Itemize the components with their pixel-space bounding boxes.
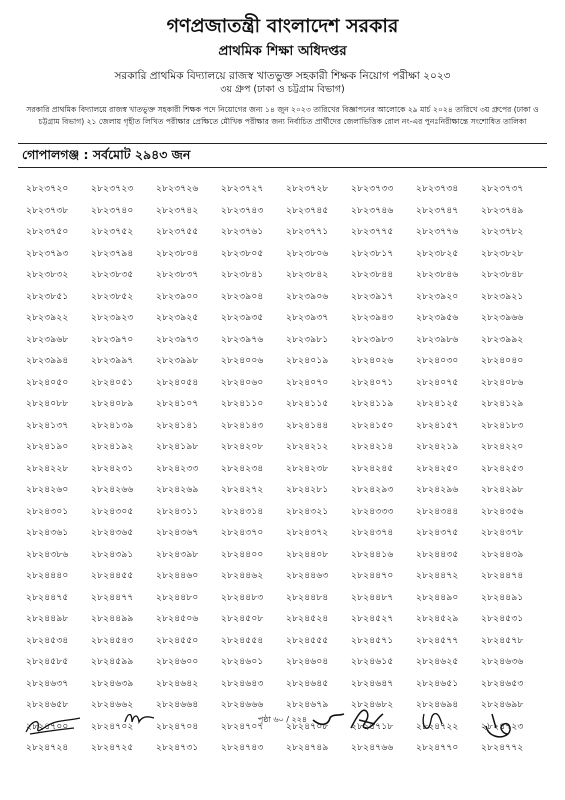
roll-number: ২৮২৩৭৪৩ bbox=[221, 204, 264, 216]
roll-number: ২৮২৪১২৯ bbox=[481, 398, 524, 409]
roll-number: ২৮২৪২১৯ bbox=[416, 441, 459, 452]
roll-number: ২৮২৪৭১৮ bbox=[351, 720, 394, 732]
roll-number: ২৮২৪৪৪০ bbox=[26, 570, 69, 581]
roll-number: ২৮২৪৬০১ bbox=[221, 656, 264, 667]
roll-number: ২৮২৩৭৪৫ bbox=[286, 204, 329, 216]
roll-number: ২৮২৩৭৪৬ bbox=[351, 204, 394, 216]
roll-number: ২৮২৪১৯২ bbox=[91, 441, 134, 452]
roll-number: ২৮২৩৮১৭ bbox=[351, 247, 394, 259]
roll-number: ২৮২৪১৩৭ bbox=[26, 419, 69, 431]
roll-number: ২৮২৪৪৩৫ bbox=[416, 548, 459, 560]
roll-number: ২৮২৪৫৪৩ bbox=[91, 634, 134, 646]
roll-number: ২৮২৩৭৭৫ bbox=[351, 226, 394, 237]
roll-number: ২৮২৩৯২৫ bbox=[156, 312, 199, 323]
roll-number: ২৮২৩৭৪০ bbox=[91, 204, 134, 216]
roll-number: ২৮২৩৭২০ bbox=[26, 183, 69, 194]
roll-number: ২৮২৪১১৫ bbox=[286, 398, 329, 409]
roll-number: ২৮২৪৪৯০ bbox=[416, 591, 459, 603]
roll-number: ২৮২৪১০৭ bbox=[156, 398, 199, 409]
roll-number: ২৮২৪০৫৪ bbox=[156, 376, 199, 388]
roll-number: ২৮২৪৫৩৪ bbox=[26, 634, 69, 646]
roll-number: ২৮২৪৭২২ bbox=[416, 720, 459, 732]
roll-number: ২৮২৪০৬০ bbox=[221, 376, 264, 388]
roll-number: ২৮২৪১৪১ bbox=[156, 419, 199, 431]
district-heading-bar bbox=[18, 143, 547, 168]
roll-number: ২৮২৩৯৬৬ bbox=[481, 312, 524, 323]
signature-5 bbox=[418, 708, 446, 734]
roll-number: ২৮২৪০৫১ bbox=[91, 376, 134, 388]
signature-6 bbox=[480, 706, 516, 742]
roll-number: ২৮২৪২৯৬ bbox=[416, 484, 459, 495]
roll-number: ২৮২৪৭৭২ bbox=[481, 742, 524, 753]
roll-number: ২৮২৪৩১৪ bbox=[221, 505, 264, 517]
roll-number: ২৮২৩৮৪১ bbox=[221, 269, 264, 280]
roll-number: ২৮২৩৮২৮ bbox=[481, 247, 524, 259]
roll-number: ২৮২৪২১৪ bbox=[351, 441, 394, 452]
roll-number: ২৮২৩৯৭৬ bbox=[221, 333, 264, 345]
roll-number: ২৮২৪১৫০ bbox=[351, 419, 394, 431]
roll-number: ২৮২৪০৮৬ bbox=[481, 376, 524, 388]
roll-number: ২৮২৩৮৪৬ bbox=[416, 269, 459, 280]
roll-number: ২৮২৪৫৭৮ bbox=[481, 634, 524, 646]
roll-number: ২৮২৪৪৭৫ bbox=[26, 591, 69, 603]
roll-number: ২৮২৪৪৬০ bbox=[156, 570, 199, 581]
roll-number: ২৮২৪৬৫৩ bbox=[481, 677, 524, 689]
roll-number: ২৮২৪৫৫৪ bbox=[221, 634, 264, 646]
roll-number: ২৮২৪৩৩৩ bbox=[351, 505, 394, 517]
roll-number: ২৮২৪০০৬ bbox=[221, 355, 264, 366]
roll-number: ২৮২৩৯১৭ bbox=[351, 290, 394, 302]
roll-number: ২৮২৩৯৯৪ bbox=[26, 355, 69, 366]
roll-number: ২৮২৪৫২৭ bbox=[351, 613, 394, 624]
roll-number: ২৮২৪৬৪৩ bbox=[221, 677, 264, 689]
roll-number: ২৮২৪৬৫৮ bbox=[26, 699, 69, 710]
roll-number: ২৮২৪৩০৫ bbox=[91, 505, 134, 517]
roll-number: ২৮২৩৭৭৬ bbox=[416, 226, 459, 237]
roll-number: ২৮২৪২৫০ bbox=[416, 462, 459, 474]
roll-number: ২৮২৪৭০২ bbox=[91, 720, 134, 732]
roll-number: ২৮২৩৯২০ bbox=[416, 290, 459, 302]
roll-number: ২৮২৩৭৭১ bbox=[286, 226, 329, 237]
roll-number: ২৮২৪২৬০ bbox=[26, 484, 69, 495]
roll-number: ২৮২৪৭২৪ bbox=[26, 742, 69, 753]
roll-number: ২৮২৪৬৪৭ bbox=[351, 677, 394, 689]
roll-number: ২৮২৪৫৫৫ bbox=[286, 634, 329, 646]
roll-number: ২৮২৪২২৮ bbox=[26, 462, 69, 474]
roll-number: ২৮২৪৪৭৪ bbox=[481, 570, 524, 581]
roll-number: ২৮২৩৭৪৭ bbox=[416, 204, 459, 216]
page-number: পৃষ্ঠা ৬০ / ২২৪ bbox=[257, 715, 308, 724]
signature-3 bbox=[310, 708, 348, 730]
department-title: প্রাথমিক শিক্ষা অধিদপ্তর bbox=[218, 43, 347, 59]
roll-number: ২৮২৪২৫৩ bbox=[481, 462, 524, 474]
roll-number: ২৮২৩৭৫০ bbox=[26, 226, 69, 237]
roll-number: ২৮২৪২৬৯ bbox=[156, 484, 199, 495]
roll-number: ২৮২৪৫৭৭ bbox=[416, 634, 459, 646]
roll-number: ২৮২৩৭৪২ bbox=[156, 204, 199, 216]
roll-number: ২৮২৪৩৭৫ bbox=[416, 527, 459, 538]
roll-number: ২৮২৪১১০ bbox=[221, 398, 264, 409]
roll-number: ২৮২৩৭২৭ bbox=[221, 183, 264, 194]
roll-number: ২৮২৩৭৫২ bbox=[91, 226, 134, 237]
roll-number: ২৮২৪৪১৬ bbox=[351, 548, 394, 560]
roll-number: ২৮২৩৭৫৫ bbox=[156, 226, 199, 237]
roll-number: ২৮২৩৮৩৫ bbox=[91, 269, 134, 280]
roll-number: ২৮২৩৯৩৫ bbox=[221, 312, 264, 323]
roll-number: ২৮২৩৯৭০ bbox=[91, 333, 134, 345]
roll-number: ২৮২৪৫৯৯ bbox=[91, 656, 134, 667]
roll-number: ২৮২৩৮৩৭ bbox=[156, 269, 199, 280]
roll-number: ২৮২৩৭৯৩ bbox=[26, 247, 69, 259]
roll-number: ২৮২৩৯৮৩ bbox=[351, 333, 394, 345]
roll-number: ২৮২৪৫৫০ bbox=[156, 634, 199, 646]
roll-number: ২৮২৪৬৩৬ bbox=[481, 656, 524, 667]
roll-number: ২৮২৪৩৯১ bbox=[91, 548, 134, 560]
roll-number: ২৮২৩৯২১ bbox=[481, 290, 524, 302]
roll-number: ২৮২৩৮৪৪ bbox=[351, 269, 394, 280]
roll-number: ২৮২৪৫২৪ bbox=[286, 613, 329, 624]
roll-number: ২৮২৪৭২৫ bbox=[91, 742, 134, 753]
roll-number: ২৮২৪২৯৩ bbox=[351, 484, 394, 495]
roll-number: ২৮২৩৯০৪ bbox=[221, 290, 264, 302]
roll-number: ২৮২৪১৮৩ bbox=[481, 419, 524, 431]
roll-number: ২৮২৪৬৭৯ bbox=[286, 699, 329, 710]
roll-number: ২৮২৩৮০৬ bbox=[286, 247, 329, 259]
roll-number: ২৮২৪৩০১ bbox=[26, 505, 69, 517]
roll-number: ২৮২৩৯৮৬ bbox=[416, 333, 459, 345]
roll-number: ২৮২৪১১৯ bbox=[351, 398, 394, 409]
roll-number: ২৮২৩৯০৬ bbox=[286, 290, 329, 302]
roll-number: ২৮২৪২৪৫ bbox=[351, 462, 394, 474]
roll-number: ২৮২৩৭২৬ bbox=[156, 183, 199, 194]
roll-number: ২৮২৪০৭০ bbox=[286, 376, 329, 388]
roll-number: ২৮২৪৩৫৬ bbox=[481, 505, 524, 517]
roll-number: ২৮২৪৬৯৪ bbox=[416, 699, 459, 710]
roll-number: ২৮২৪৪৮৩ bbox=[221, 591, 264, 603]
roll-number: ২৮২৩৮৫২ bbox=[91, 290, 134, 302]
roll-number: ২৮২৪৪৮৪ bbox=[286, 591, 329, 603]
roll-number: ২৮২৪২৩৪ bbox=[221, 462, 264, 474]
roll-number: ২৮২৩৯৬৮ bbox=[26, 333, 69, 345]
roll-number: ২৮২৪৭৪৯ bbox=[286, 742, 329, 753]
roll-number: ২৮২৪২৯৮ bbox=[481, 484, 524, 495]
roll-number: ২৮২৩৭৩৩ bbox=[351, 183, 394, 194]
roll-number: ২৮২৪৬০০ bbox=[156, 656, 199, 667]
roll-number: ২৮২৪৫৮৫ bbox=[26, 656, 69, 667]
roll-number: ২৮২৩৭৩৪ bbox=[416, 183, 459, 194]
roll-number: ২৮২৪১২৫ bbox=[416, 398, 459, 409]
roll-number: ২৮২৪৬১৫ bbox=[351, 656, 394, 667]
roll-number: ২৮২৪৫০৮ bbox=[221, 613, 264, 624]
roll-number: ২৮২৪৬২৫ bbox=[416, 656, 459, 667]
roll-number: ২৮২৪৪৩৯ bbox=[481, 548, 524, 560]
roll-number: ২৮২৪৬৪২ bbox=[156, 677, 199, 689]
roll-number: ২৮২৪৩৭২ bbox=[286, 527, 329, 538]
roll-number: ২৮২৩৭৪৯ bbox=[481, 204, 524, 216]
roll-number: ২৮২৩৯৯২ bbox=[481, 333, 524, 345]
roll-number: ২৮২৩৯৭৩ bbox=[156, 333, 199, 345]
roll-number: ২৮২৩৯০০ bbox=[156, 290, 199, 302]
roll-number: ২৮২৪৪৬৩ bbox=[286, 570, 329, 581]
roll-number: ২৮২৪২৭২ bbox=[221, 484, 264, 495]
roll-number: ২৮২৪৩৬১ bbox=[26, 527, 69, 538]
roll-number: ২৮২৪০৫০ bbox=[26, 376, 69, 388]
roll-number: ২৮২৩৮২৫ bbox=[416, 247, 459, 259]
district-heading: গোপালগঞ্জ : সর্বমোট ২৯৪৩ জন bbox=[22, 147, 191, 162]
roll-number: ২৮২৩৭২৮ bbox=[286, 183, 329, 194]
roll-number: ২৮২৪৬০৪ bbox=[286, 656, 329, 667]
roll-number: ২৮২৪৬৯৮ bbox=[481, 699, 524, 710]
government-title: গণপ্রজাতন্ত্রী বাংলাদেশ সরকার bbox=[166, 15, 399, 37]
exam-title: সরকারি প্রাথমিক বিদ্যালয়ে রাজস্ব খাতভুক্ত সহকারী শিক্ষক নিয়োগ পরীক্ষা ২০২৩ bbox=[114, 70, 451, 82]
roll-number: ২৮২৩৭৮২ bbox=[481, 226, 524, 237]
roll-number: ২৮২৪৩৭৪ bbox=[351, 527, 394, 538]
roll-number: ২৮২৪২৩৩ bbox=[156, 462, 199, 474]
roll-number: ২৮২৪০১৯ bbox=[286, 355, 329, 366]
roll-number: ২৮২৪৪৫৫ bbox=[91, 570, 134, 581]
roll-number: ২৮২৪৪৬২ bbox=[221, 570, 264, 581]
roll-number: ২৮২৪৩৯৮ bbox=[156, 548, 199, 560]
group-title: ৩য় গ্রুপ (ঢাকা ও চট্টগ্রাম বিভাগ) bbox=[220, 84, 345, 95]
roll-number: ২৮২৪৫৭১ bbox=[351, 634, 394, 646]
roll-number: ২৮২৩৯২৩ bbox=[91, 312, 134, 323]
roll-number: ২৮২৪৭০৪ bbox=[156, 720, 199, 732]
roll-number: ২৮২৪৫৩১ bbox=[481, 613, 524, 624]
roll-number: ২৮২৪৬৮২ bbox=[351, 699, 394, 710]
roll-number: ২৮২৪০৭৫ bbox=[416, 376, 459, 388]
roll-number: ২৮২৪০৪০ bbox=[481, 355, 524, 366]
roll-number: ২৮২৪২৩৮ bbox=[286, 462, 329, 474]
roll-number: ২৮২৪৬৩৯ bbox=[91, 677, 134, 689]
roll-number: ২৮২৪৬৬২ bbox=[91, 699, 134, 710]
roll-number: ২৮২৪৪৮০ bbox=[156, 591, 199, 603]
roll-number: ২৮২৩৮৫১ bbox=[26, 290, 69, 302]
roll-number: ২৮২৩৮৩২ bbox=[26, 269, 69, 280]
roll-number-grid bbox=[26, 178, 546, 759]
roll-number: ২৮২৪০৮৮ bbox=[26, 398, 69, 409]
roll-number: ২৮২৪০৮৯ bbox=[91, 398, 134, 409]
roll-number: ২৮২৪৭২৩ bbox=[481, 720, 524, 732]
signature-4 bbox=[345, 702, 387, 734]
roll-number: ২৮২৪১৯০ bbox=[26, 441, 69, 452]
roll-number: ২৮২৪৬৪৫ bbox=[286, 677, 329, 689]
roll-number: ২৮২৪১৪৩ bbox=[221, 419, 264, 431]
roll-number: ২৮২৩৯৮১ bbox=[286, 333, 329, 345]
roll-number: ২৮২৪৪৮৭ bbox=[351, 591, 394, 603]
roll-number: ২৮২৪৪৯৯ bbox=[91, 613, 134, 624]
notice-text: সরকারি প্রাথমিক বিদ্যালয়ে রাজস্ব খাতভুক্ত সহকারী শিক্ষক পদে নিয়োগের জন্য ১৪ জুন ২০২৩ তারিখের বিজ্ঞাপনের আলোকে ২৯ মার্চ ২০২৪ তারিখে ৩য় গ্রুপের (ঢাকা ও চট্টগ্রাম বিভাগ) ২১ জেলায় গৃহীত লিখিত পরীক্ষার প্রেক্ষিতে মৌখিক পরীক্ষার জন্য নির্বাচিত প্রার্থীদের জেলাভিত্তিক রোল নং-এর পুনঃনিরীক্ষান্তে সংশোধিত তালিকা bbox=[26, 105, 539, 126]
roll-number: ২৮২৪৬৩৭ bbox=[26, 677, 69, 689]
roll-number: ২৮২৪২৬৬ bbox=[91, 484, 134, 495]
roll-number: ২৮২৩৮০৫ bbox=[221, 247, 264, 259]
roll-number: ২৮২৪২৮১ bbox=[286, 484, 329, 495]
roll-number: ২৮২৩৭৩৮ bbox=[26, 204, 69, 216]
roll-number: ২৮২৩৯৯৭ bbox=[91, 355, 134, 366]
roll-number: ২৮২৩৯৯৮ bbox=[156, 355, 199, 366]
roll-number: ২৮২৪৩৬৭ bbox=[156, 527, 199, 538]
footer bbox=[0, 700, 565, 790]
roll-number: ২৮২৪৪৯১ bbox=[481, 591, 524, 603]
roll-number: ২৮২৪৪৭২ bbox=[416, 570, 459, 581]
roll-number: ২৮২৩৮০৪ bbox=[156, 247, 199, 259]
roll-number: ২৮২৩৯৪৩ bbox=[351, 312, 394, 323]
roll-number: ২৮২৩৭৯৪ bbox=[91, 247, 134, 259]
roll-number: ২৮২৪৪৯৮ bbox=[26, 613, 69, 624]
roll-number: ২৮২৩৯২২ bbox=[26, 312, 69, 323]
roll-number: ২৮২৩৯৫৬ bbox=[416, 312, 459, 323]
roll-number: ২৮২৪৩৭০ bbox=[221, 527, 264, 538]
roll-number: ২৮২৪১৫৭ bbox=[416, 419, 459, 431]
roll-number: ২৮২৩৭৬১ bbox=[221, 226, 264, 237]
roll-number: ২৮২৩৯৩৭ bbox=[286, 312, 329, 323]
roll-number: ২৮২৪৩৬৫ bbox=[91, 527, 134, 538]
roll-number: ২৮২৪৭৪৩ bbox=[221, 742, 264, 753]
roll-number: ২৮২৪৫০৬ bbox=[156, 613, 199, 624]
roll-number: ২৮২৪২৩১ bbox=[91, 462, 134, 474]
roll-number: ২৮২৪৪৭৭ bbox=[91, 591, 134, 603]
roll-number: ২৮২৪৩৪৪ bbox=[416, 505, 459, 517]
roll-number: ২৮২৪২১২ bbox=[286, 441, 329, 452]
roll-number: ২৮২৪৩৮৬ bbox=[26, 548, 69, 560]
roll-number: ২৮২৪৬৬৬ bbox=[221, 699, 264, 710]
roll-number: ২৮২৩৭৩৭ bbox=[481, 183, 524, 194]
roll-number: ২৮২৩৭২৩ bbox=[91, 183, 134, 194]
roll-number: ২৮২৪৪৭০ bbox=[351, 570, 394, 581]
roll-number: ২৮২৪৭৬৬ bbox=[351, 742, 394, 753]
roll-number: ২৮২৪১৩৯ bbox=[91, 419, 134, 431]
roll-number: ২৮২৪৩৭৮ bbox=[481, 527, 524, 538]
roll-number: ২৮২৪৭০৮ bbox=[286, 720, 329, 732]
roll-number: ২৮২৩৮৪২ bbox=[286, 269, 329, 280]
document-header bbox=[0, 14, 565, 96]
roll-number: ২৮২৪৪০০ bbox=[221, 548, 264, 560]
roll-number: ২৮২৪১৪৪ bbox=[286, 419, 329, 431]
roll-number: ২৮২৪৭৭০ bbox=[416, 742, 459, 753]
roll-number: ২৮২৪৪০৮ bbox=[286, 548, 329, 560]
roll-number: ২৮২৪৬৫১ bbox=[416, 677, 459, 689]
roll-number: ২৮২৪৩১১ bbox=[156, 505, 199, 517]
roll-number: ২৮২৪২২০ bbox=[481, 441, 524, 452]
roll-number: ২৮২৪৩২১ bbox=[286, 505, 329, 517]
roll-number: ২৮২৪০৩০ bbox=[416, 355, 459, 366]
roll-number: ২৮২৪১৯৮ bbox=[156, 441, 199, 452]
roll-number: ২৮২৩৮৪৮ bbox=[481, 269, 524, 280]
roll-number: ২৮২৪৭০০ bbox=[26, 720, 69, 732]
roll-number: ২৮২৪০৭১ bbox=[351, 376, 394, 388]
roll-number: ২৮২৪৫২৯ bbox=[416, 613, 459, 624]
roll-number: ২৮২৪০২৬ bbox=[351, 355, 394, 366]
roll-number: ২৮২৪৭০৭ bbox=[221, 720, 264, 732]
roll-number: ২৮২৪৭৩১ bbox=[156, 742, 199, 753]
roll-number: ২৮২৪২০৮ bbox=[221, 441, 264, 452]
roll-number: ২৮২৪৬৬৪ bbox=[156, 699, 199, 710]
